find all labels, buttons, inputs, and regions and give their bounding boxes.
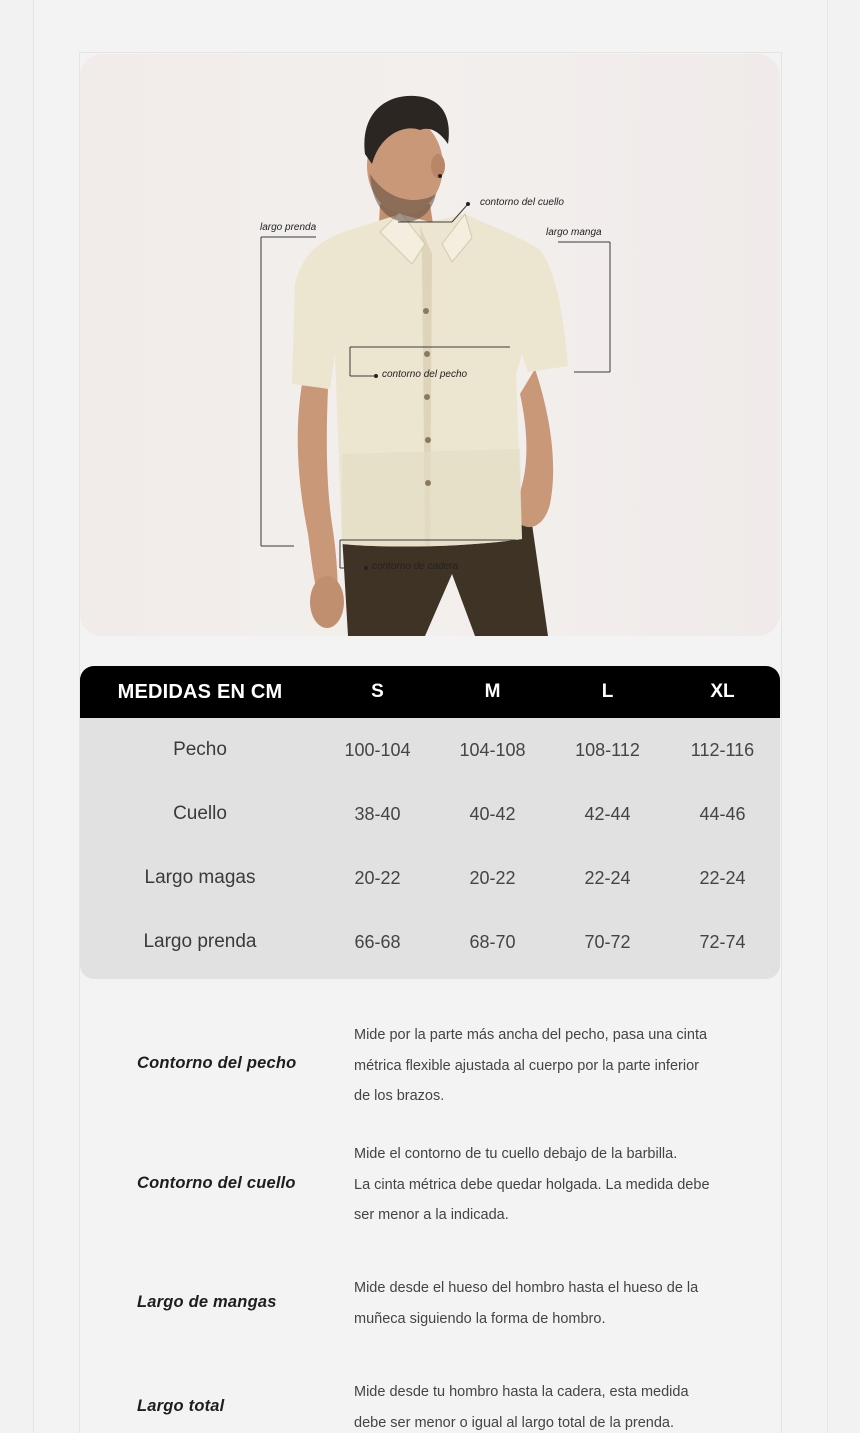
- label-sleeve-length: largo manga: [546, 227, 602, 238]
- desc-line: La cinta métrica debe quedar holgada. La medida debe: [354, 1176, 710, 1193]
- desc-chest: [80, 1020, 780, 1115]
- label-neck: contorno del cuello: [480, 197, 564, 208]
- desc-title: Contorno del pecho: [137, 1054, 297, 1072]
- table-cell: 22-24: [584, 867, 631, 888]
- label-garment-length: largo prenda: [260, 222, 317, 233]
- desc-neck: [80, 1139, 780, 1234]
- desc-text: [354, 1139, 744, 1231]
- row-label: Largo magas: [144, 867, 256, 888]
- table-cell: 20-22: [354, 867, 401, 888]
- desc-line: Mide el contorno de tu cuello debajo de la barbilla.: [354, 1146, 678, 1162]
- desc-title: Contorno del cuello: [137, 1174, 296, 1192]
- table-cell: 68-70: [469, 931, 516, 952]
- row-label: Pecho: [173, 739, 227, 760]
- size-guide-model-image: [80, 54, 780, 636]
- desc-title: Largo de mangas: [137, 1293, 277, 1311]
- table-cell: 38-40: [354, 803, 401, 824]
- desc-text: [354, 1020, 744, 1112]
- table-row: [80, 782, 780, 846]
- table-row: [80, 910, 780, 974]
- table-cell: 70-72: [584, 931, 631, 952]
- table-cell: 112-116: [690, 739, 755, 760]
- row-label: Largo prenda: [143, 931, 257, 952]
- desc-line: ser menor a la indicada.: [354, 1207, 509, 1223]
- header-size-m: M: [484, 681, 501, 702]
- table-row: [80, 846, 780, 910]
- table-row: [80, 718, 780, 782]
- size-table-header: [80, 666, 780, 718]
- header-size-s: S: [371, 681, 384, 702]
- desc-title: Largo total: [137, 1397, 225, 1415]
- table-cell: 20-22: [469, 867, 516, 888]
- desc-sleeve: [80, 1273, 780, 1338]
- header-size-l: L: [601, 681, 614, 702]
- header-measures-cm: MEDIDAS EN CM: [117, 680, 283, 703]
- label-chest: contorno del pecho: [382, 369, 468, 380]
- model-illustration: [80, 54, 780, 636]
- desc-line: debe ser menor o igual al largo total de la prenda.: [354, 1414, 675, 1431]
- size-table: [80, 666, 780, 979]
- desc-line: Mide por la parte más ancha del pecho, pasa una cinta: [354, 1027, 708, 1043]
- desc-line: Mide desde tu hombro hasta la cadera, esta medida: [354, 1384, 689, 1400]
- table-cell: 66-68: [354, 931, 401, 952]
- label-hip: contorno de cadera: [372, 561, 459, 572]
- desc-line: métrica flexible ajustada al cuerpo por la parte inferior: [354, 1057, 699, 1074]
- desc-total-length: [80, 1377, 780, 1433]
- desc-line: muñeca siguiendo la forma de hombro.: [354, 1310, 606, 1327]
- table-cell: 100-104: [344, 739, 411, 760]
- header-size-xl: XL: [710, 681, 735, 702]
- desc-text: [354, 1273, 744, 1334]
- desc-text: [354, 1377, 744, 1433]
- table-cell: 42-44: [584, 803, 631, 824]
- table-cell: 40-42: [469, 803, 516, 824]
- desc-line: de los brazos.: [354, 1088, 445, 1104]
- table-cell: 72-74: [699, 931, 746, 952]
- desc-line: Mide desde el hueso del hombro hasta el hueso de la: [354, 1280, 699, 1296]
- table-cell: 104-108: [459, 739, 526, 760]
- table-cell: 108-112: [575, 739, 640, 760]
- table-cell: 44-46: [699, 803, 746, 824]
- row-label: Cuello: [173, 803, 227, 824]
- table-cell: 22-24: [699, 867, 746, 888]
